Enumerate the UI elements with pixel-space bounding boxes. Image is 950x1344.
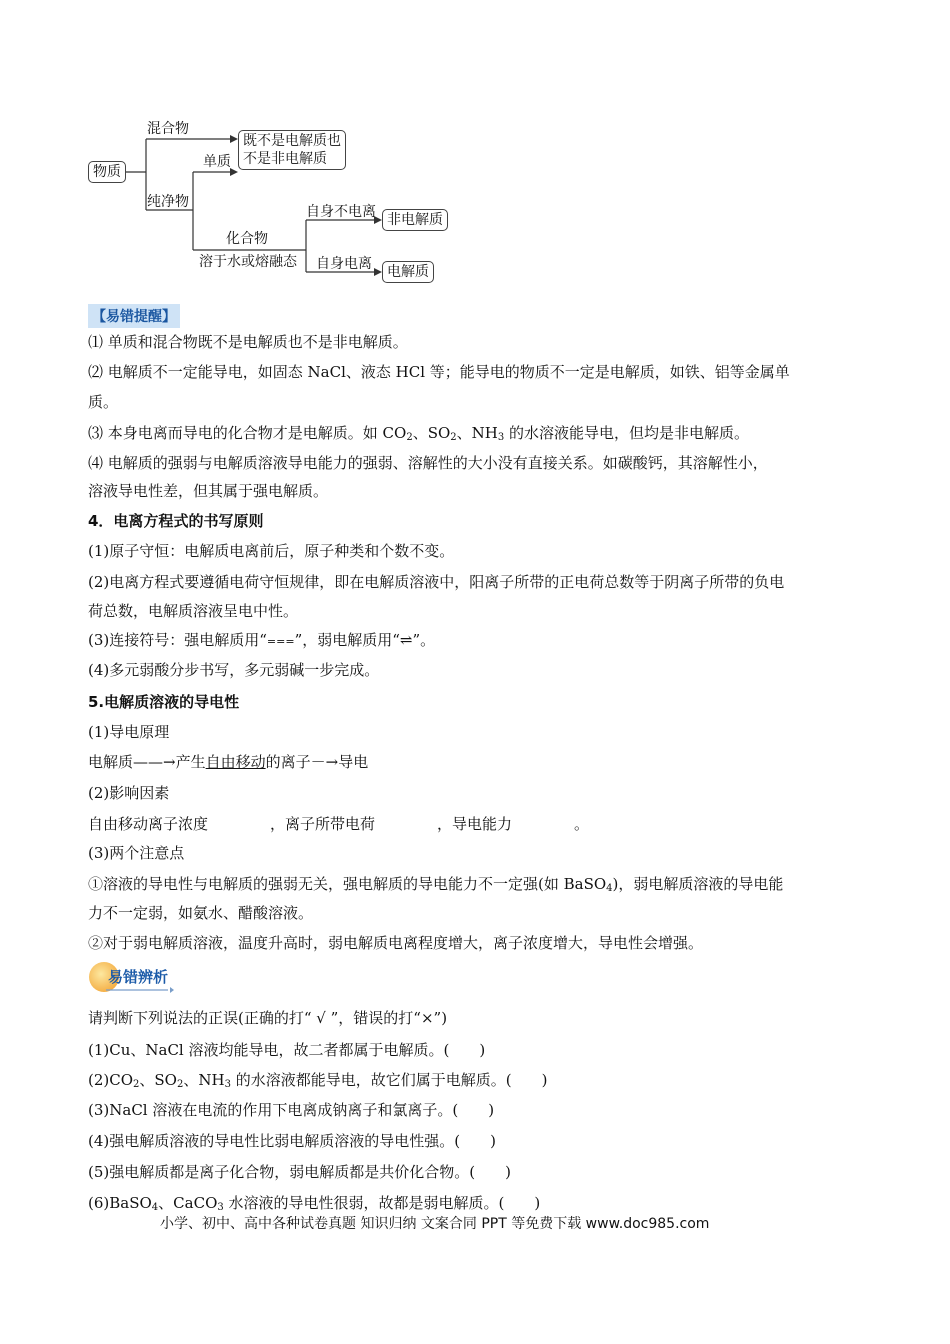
label-self-ionize: 自身电离 bbox=[316, 256, 372, 272]
label-element: 单质 bbox=[203, 154, 231, 170]
arrowhead bbox=[230, 135, 238, 143]
quiz-item-6: (6)BaSO$_4$、CaCO$_3$ 水溶液的导电性很弱，故都是弱电解质。( ) bbox=[88, 1194, 541, 1213]
arrowhead bbox=[374, 268, 382, 276]
section4-p4: (4)多元弱酸分步书写，多元弱碱一步完成。 bbox=[88, 661, 380, 679]
arrowhead bbox=[230, 168, 238, 176]
node-neither bbox=[238, 130, 346, 170]
conduction-flow: 电解质——→产生自由移动的离子－→导电 bbox=[88, 753, 369, 771]
note-1b: 力不一定弱，如氨水、醋酸溶液。 bbox=[88, 904, 314, 922]
neither-line2: 不是非电解质 bbox=[243, 151, 327, 167]
factors-line: 自由移动离子浓度 ，离子所带电荷 ，导电能力 。 bbox=[88, 815, 590, 833]
quiz-item-5: (5)强电解质都是离子化合物，弱电解质都是共价化合物。( ) bbox=[88, 1163, 511, 1181]
quiz-item-1: (1)Cu、NaCl 溶液均能导电，故二者都属于电解质。( ) bbox=[88, 1041, 486, 1059]
quiz-item-3: (3)NaCl 溶液在电流的作用下电离成钠离子和氯离子。( ) bbox=[88, 1101, 495, 1119]
hint-3: ⑶ 本身电离而导电的化合物才是电解质。如 $CO_2$、$SO_2$、$NH_3$ 的水溶液能导电，但均是非电解质。 bbox=[88, 424, 750, 443]
quiz-item-4: (4)强电解质溶液的导电性比弱电解质溶液的导电性强。( ) bbox=[88, 1132, 496, 1150]
section4-p3: (3)连接符号：强电解质用“===”，弱电解质用“⇌”。 bbox=[88, 631, 436, 649]
quiz-item-2: $(2)CO_2$、$SO_2$、$NH_3$ 的水溶液都能导电，故它们属于电解质。( ) bbox=[88, 1071, 548, 1090]
neither-line1: 既不是电解质也 bbox=[243, 133, 341, 149]
section5-title: 5.电解质溶液的导电性 bbox=[88, 693, 240, 711]
node-electrolyte: 电解质 bbox=[382, 261, 434, 283]
badge-label: 易错辨析 bbox=[108, 968, 169, 986]
weak-symbol: ⇌ bbox=[399, 631, 413, 649]
footer-text: 小学、初中、高中各种试卷真题 知识归纳 文案合同 PPT 等免费下载 www.doc985.com bbox=[160, 1216, 710, 1232]
node-substance: 物质 bbox=[88, 161, 126, 183]
hint-4b: 溶液导电性差，但其属于强电解质。 bbox=[88, 482, 329, 500]
label-condition: 溶于水或熔融态 bbox=[199, 254, 297, 270]
label-mixture: 混合物 bbox=[147, 121, 189, 137]
note-1a: ①溶液的导电性与电解质的强弱无关，强电解质的导电能力不一定强(如 BaSO$_4$)，弱电解质溶液的导电能 bbox=[88, 875, 784, 894]
label-compound: 化合物 bbox=[226, 231, 268, 247]
label-self-no-ionize: 自身不电离 bbox=[306, 204, 376, 220]
hint-4a: ⑷ 电解质的强弱与电解质溶液导电能力的强弱、溶解性的大小没有直接关系。如碳酸钙，其溶解性小， bbox=[88, 454, 768, 472]
section5-p1: (1)导电原理 bbox=[88, 723, 170, 741]
hint-1: ⑴ 单质和混合物既不是电解质也不是非电解质。 bbox=[88, 333, 408, 351]
section4-p1: (1)原子守恒：电解质电离前后，原子种类和个数不变。 bbox=[88, 542, 455, 560]
section5-p3: (3)两个注意点 bbox=[88, 844, 185, 862]
section4-p2b: 荷总数，电解质溶液呈电中性。 bbox=[88, 602, 299, 620]
note-2: ②对于弱电解质溶液，温度升高时，弱电解质电离程度增大，离子浓度增大，导电性会增强。 bbox=[88, 934, 704, 952]
node-non-electrolyte: 非电解质 bbox=[382, 209, 448, 231]
hint-2b: 质。 bbox=[88, 393, 119, 411]
strong-symbol: === bbox=[266, 635, 295, 648]
hint-2a: ⑵ 电解质不一定能导电，如固态 NaCl、液态 HCl 等；能导电的物质不一定是电解质，如铁、铝等金属单 bbox=[88, 363, 790, 381]
section4-title: 4．电离方程式的书写原则 bbox=[88, 512, 264, 530]
label-pure: 纯净物 bbox=[147, 194, 189, 210]
classification-diagram bbox=[0, 0, 950, 300]
quiz-intro: 请判断下列说法的正误(正确的打“ √ ”，错误的打“×”) bbox=[88, 1009, 448, 1027]
section5-p2: (2)影响因素 bbox=[88, 784, 170, 802]
hint-tag: 【易错提醒】 bbox=[88, 304, 180, 328]
section4-p2a: (2)电离方程式要遵循电荷守恒规律，即在电解质溶液中，阳离子所带的正电荷总数等于阴离子所带的负电 bbox=[88, 573, 785, 591]
